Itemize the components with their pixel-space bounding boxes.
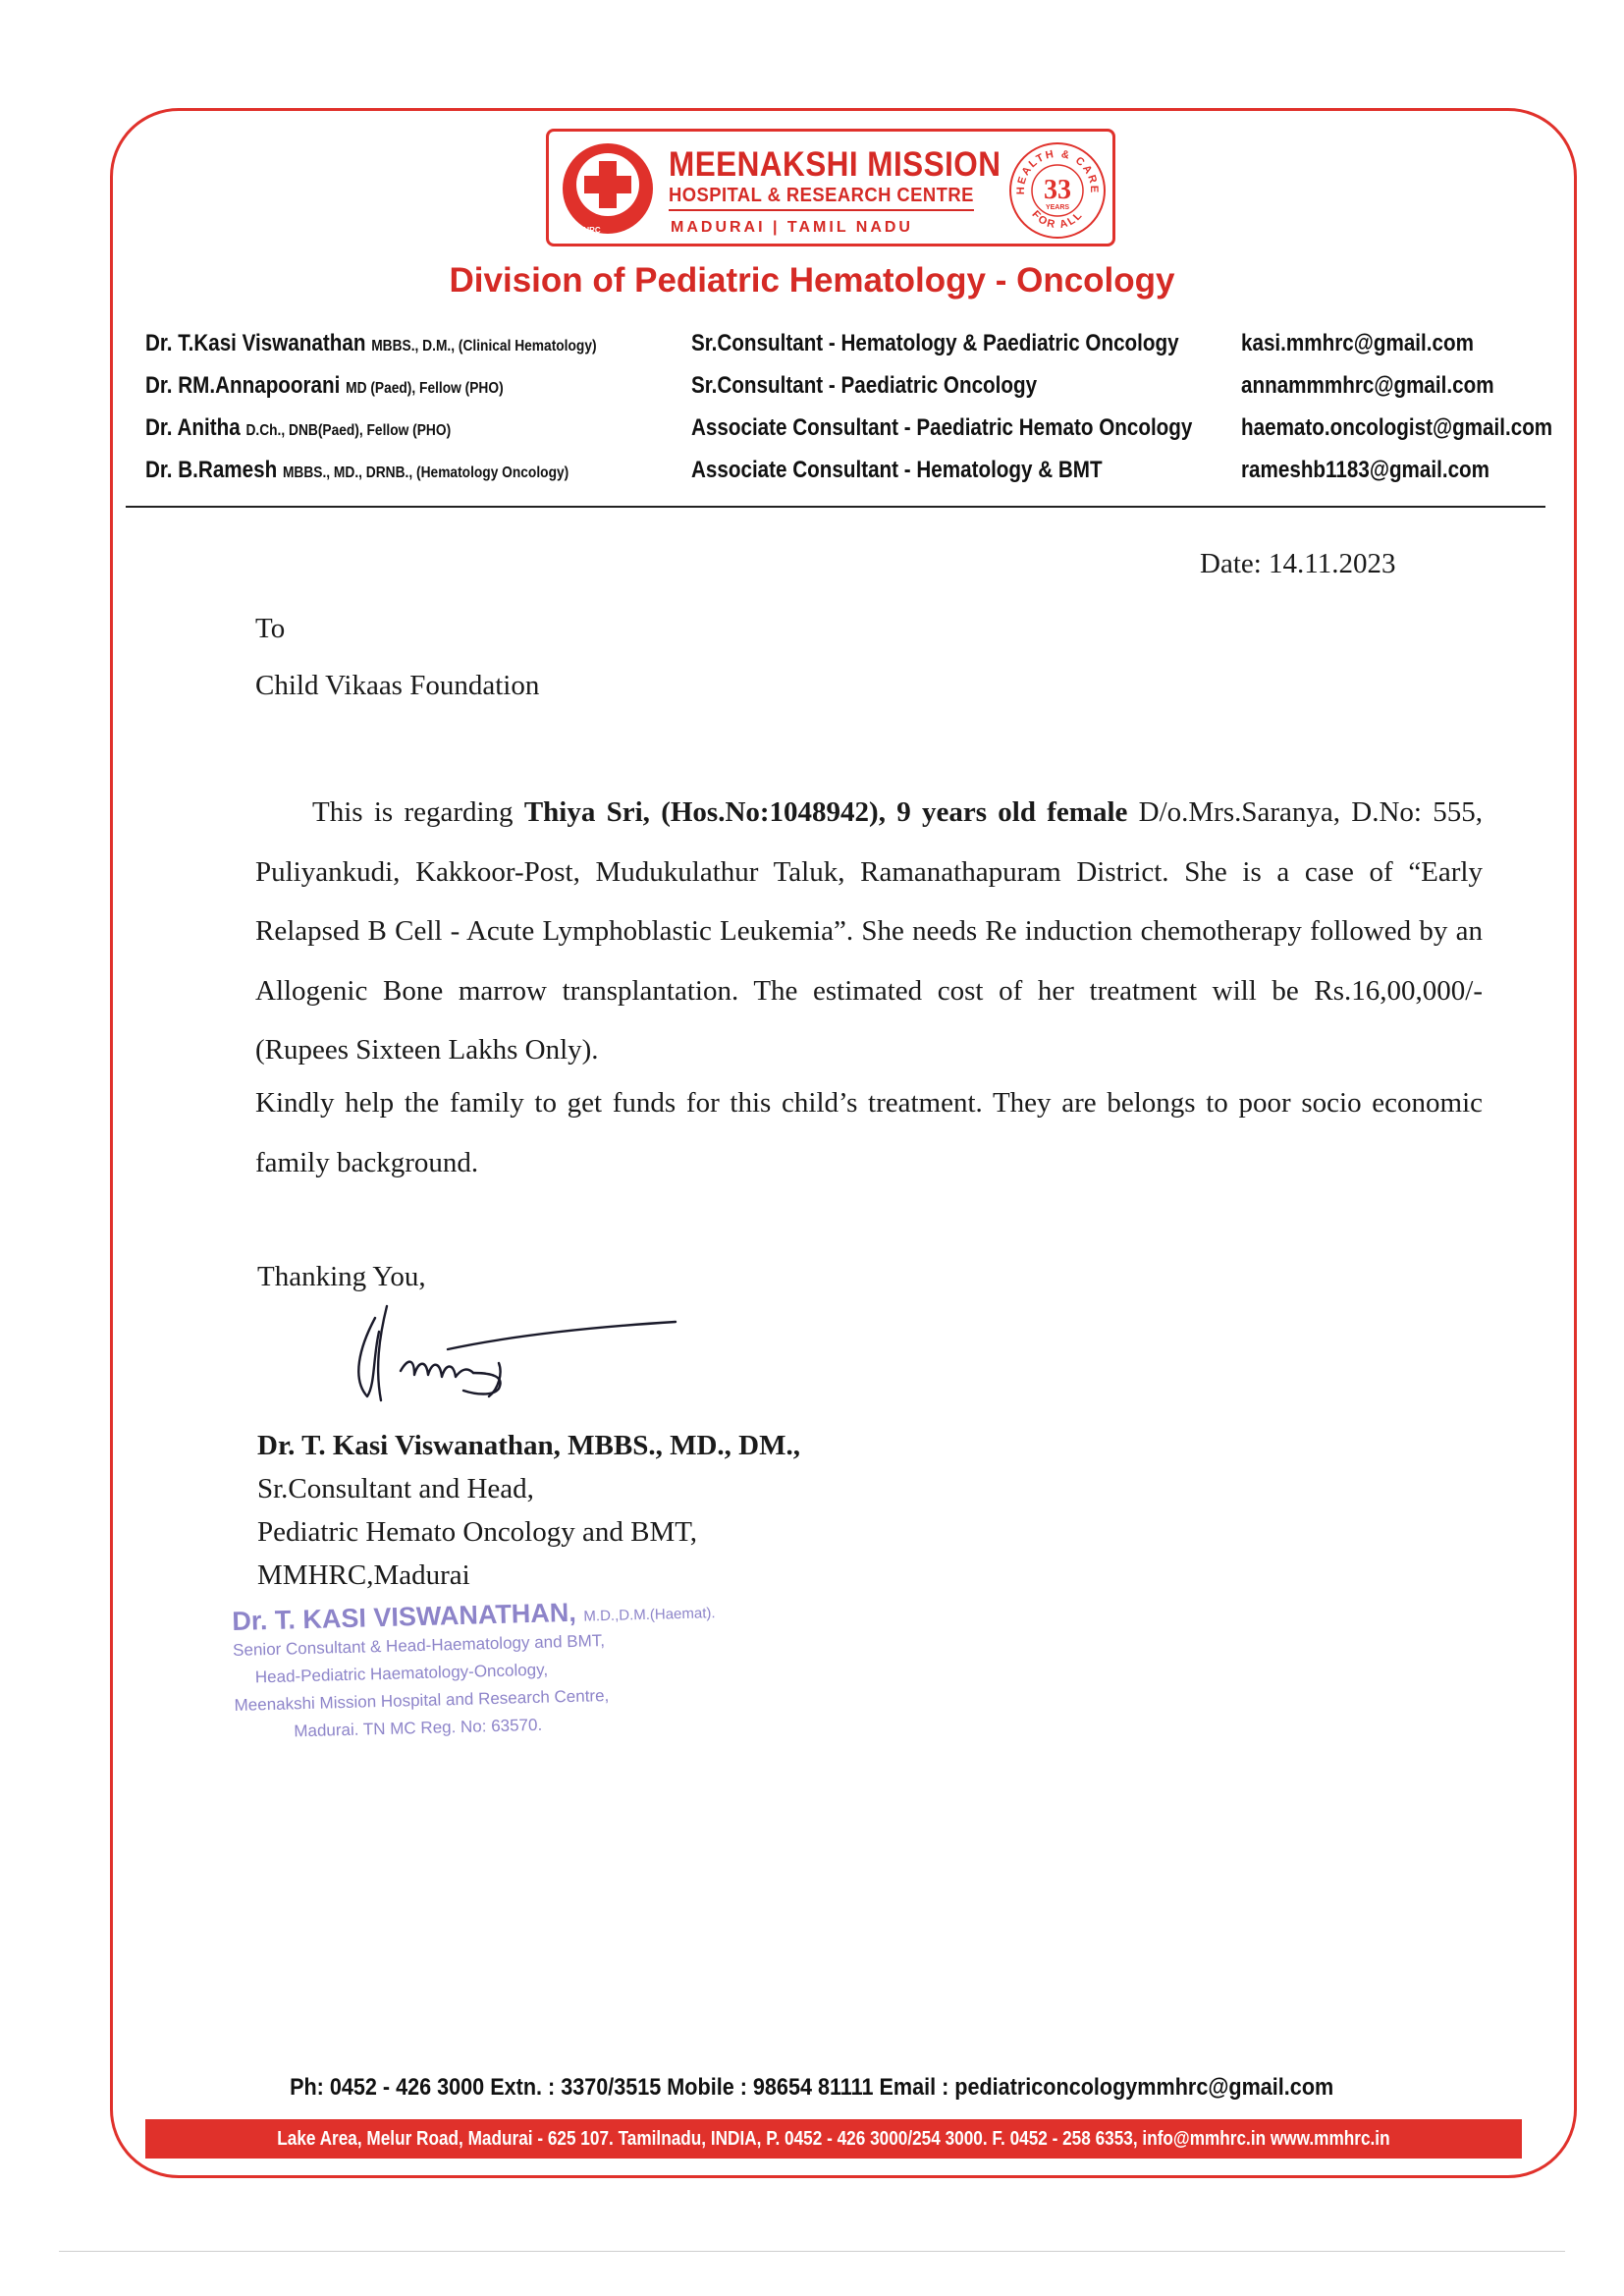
staff-name [145, 372, 504, 400]
signatory-dept: Pediatric Hemato Oncology and BMT, [257, 1516, 698, 1548]
staff-row [145, 330, 1559, 372]
staff-quals: MBBS., MD., DRNB., (Hematology Oncology) [282, 465, 569, 481]
para-details: D/o.Mrs.Saranya, D.No: 555, Puliyankudi, Kakkoor-Post, Mudukulathur Taluk, Ramanathapuram District. She is a case of “Early Relapsed B Cell - Acute Lymphoblastic Leukemia”. She needs Re induction chemotherapy followed by an Allogenic Bone marrow transplantation. The estimated cost of her treatment will be Rs.16,00,000/- (Rupees Sixteen Lakhs Only). [255, 796, 1484, 1066]
footer-contact-text: Ph: 0452 - 426 3000 Extn. : 3370/3515 Mobile : 98654 81111 Email : pediatriconcologymmhrc@gmail.com [290, 2074, 1334, 2101]
seal-bottom-text: FOR ALL [1029, 208, 1086, 232]
staff-role: Sr.Consultant - Paediatric Oncology [691, 372, 1038, 399]
recipient-name: Child Vikaas Foundation [255, 670, 540, 701]
staff-email: haemato.oncologist@gmail.com [1241, 414, 1553, 441]
signatory-org: MMHRC,Madurai [257, 1559, 470, 1591]
staff-name-text: Dr. Anitha [145, 414, 241, 441]
stamp-line: Madurai. TN MC Reg. No: 63570. [294, 1715, 543, 1741]
staff-name-text: Dr. RM.Annapoorani [145, 372, 341, 399]
staff-name [145, 457, 568, 484]
hospital-subtitle: HOSPITAL & RESEARCH CENTRE [669, 185, 974, 211]
staff-quals: MBBS., D.M., (Clinical Hematology) [371, 338, 597, 355]
staff-role: Associate Consultant - Hematology & BMT [691, 457, 1103, 483]
svg-text:FOR ALL [1029, 208, 1085, 231]
salutation-to: To [255, 613, 286, 644]
staff-email: annammmhrc@gmail.com [1241, 372, 1494, 399]
staff-row [145, 414, 1559, 457]
stamp-name: Dr. T. KASI VISWANATHAN, [232, 1597, 577, 1636]
staff-quals: MD (Paed), Fellow (PHO) [346, 380, 504, 397]
stamp-line: Head-Pediatric Haematology-Oncology, [254, 1660, 549, 1687]
stamp-line: Meenakshi Mission Hospital and Research Centre, [234, 1685, 610, 1715]
handwritten-signature [346, 1298, 679, 1416]
seal-number: 33 [1044, 175, 1071, 205]
staff-role: Associate Consultant - Paediatric Hemato Oncology [691, 414, 1193, 441]
hospital-name: MEENAKSHI MISSION [669, 145, 1001, 184]
body-paragraph [255, 783, 1483, 1080]
staff-email: kasi.mmhrc@gmail.com [1241, 330, 1474, 356]
staff-name [145, 414, 451, 442]
anniversary-seal-icon [1006, 139, 1109, 242]
staff-email: rameshb1183@gmail.com [1241, 457, 1490, 483]
signatory-block [257, 1424, 800, 1597]
header-divider [126, 506, 1545, 508]
logo-mark-text: MMHRC [570, 226, 601, 235]
staff-name [145, 330, 597, 357]
page-bottom-rule [59, 2251, 1565, 2252]
para-intro: This is regarding [312, 796, 524, 828]
staff-row [145, 372, 1559, 414]
staff-name-text: Dr. T.Kasi Viswanathan [145, 330, 366, 356]
staff-list [145, 330, 1559, 499]
doctor-stamp [232, 1594, 719, 1747]
hospital-city: MADURAI | TAMIL NADU [671, 219, 913, 236]
staff-role: Sr.Consultant - Hematology & Paediatric Oncology [691, 330, 1179, 356]
medical-cross-icon [559, 141, 661, 240]
hospital-logo [546, 129, 1115, 246]
signatory-name: Dr. T. Kasi Viswanathan, MBBS., MD., DM., [257, 1430, 800, 1461]
stamp-line: Senior Consultant & Head-Haematology and BMT, [232, 1631, 606, 1660]
signatory-title: Sr.Consultant and Head, [257, 1473, 534, 1504]
seal-years: YEARS [1045, 204, 1070, 211]
footer-contact [0, 2074, 1624, 2102]
staff-quals: D.Ch., DNB(Paed), Fellow (PHO) [245, 422, 452, 439]
division-title: Division of Pediatric Hematology - Oncology [449, 261, 1175, 300]
footer-address-bar [145, 2119, 1522, 2159]
staff-name-text: Dr. B.Ramesh [145, 457, 278, 483]
closing-text: Thanking You, [257, 1261, 426, 1292]
request-paragraph: Kindly help the family to get funds for this child’s treatment. They are belongs to poor socio economic family background. [255, 1087, 1483, 1178]
seal-top-text: HEALTH & CARE [1014, 147, 1101, 195]
stamp-quals: M.D.,D.M.(Haemat). [583, 1605, 716, 1625]
patient-details: Thiya Sri, (Hos.No:1048942), 9 years old female [523, 796, 1128, 828]
letter-date: Date: 14.11.2023 [1200, 548, 1396, 579]
footer-address: Lake Area, Melur Road, Madurai - 625 107. Tamilnadu, INDIA, P. 0452 - 426 3000/254 3000. F. 0452 - 258 6353, info@mmhrc.in www.mmhrc.in [277, 2127, 1390, 2150]
staff-row [145, 457, 1559, 499]
